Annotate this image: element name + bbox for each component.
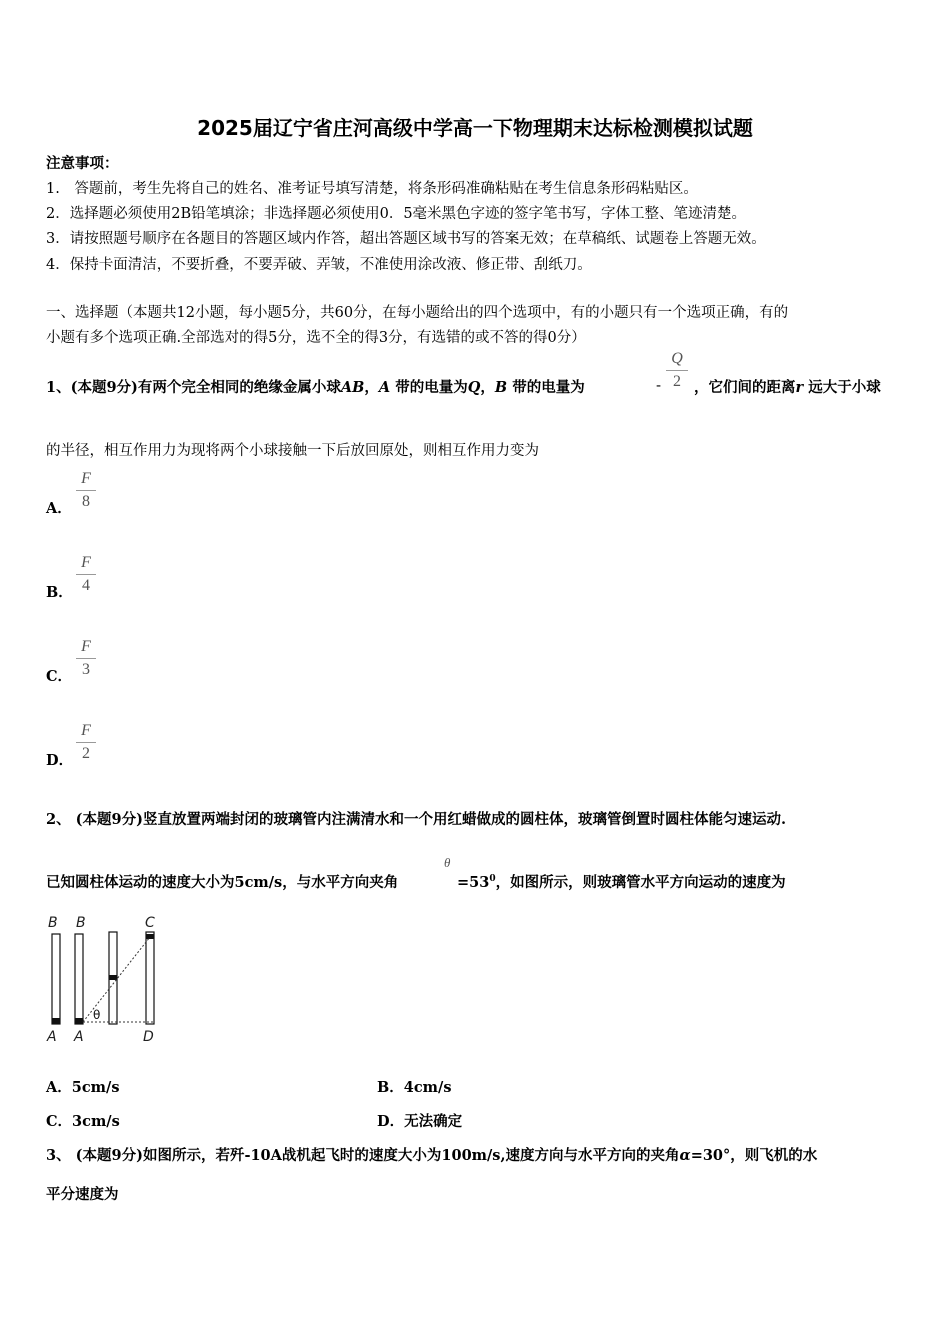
- q1-q: Q: [467, 379, 481, 396]
- q1-b: B: [494, 379, 508, 396]
- notice-item-3: 3．请按照题号顺序在各题目的答题区域内作答，超出答题区域书写的答案无效；在草稿纸、试题卷上答题无效。: [46, 231, 766, 247]
- q1-option-d-label[interactable]: D．: [46, 752, 74, 769]
- question-1-stem-line-2: 的半径，相互作用力为现将两个小球接触一下后放回原处，则相互作用力变为: [46, 443, 539, 459]
- q2-theta-symbol: θ: [444, 855, 451, 870]
- tube-4: [146, 932, 154, 1024]
- glass-tube-figure: [40, 908, 170, 1048]
- option-label: A．: [46, 1079, 72, 1096]
- q2-option-c[interactable]: [46, 1110, 120, 1131]
- figure-label-a2: A: [74, 1029, 84, 1045]
- q3-text-2: =30°，则飞机的水: [690, 1147, 818, 1164]
- option-label: C．: [46, 1113, 73, 1130]
- option-text: 5cm/s: [71, 1079, 120, 1096]
- figure-label-c: C: [145, 915, 155, 931]
- q1-ab: AB: [340, 379, 365, 396]
- option-text: 4cm/s: [403, 1079, 452, 1096]
- question-1-stem: [46, 376, 585, 397]
- q2-superscript: 0: [489, 874, 496, 885]
- fraction-denominator: 8: [82, 493, 90, 510]
- question-3-stem: [46, 1144, 817, 1165]
- fraction-denominator: 2: [82, 745, 90, 762]
- fraction-bar: [76, 658, 96, 659]
- option-text: 3cm/s: [72, 1113, 120, 1130]
- q1-option-b-label[interactable]: B．: [46, 584, 73, 601]
- q1-text-3: 带的电量为: [390, 379, 468, 396]
- question-2-stem-line-2-end: [457, 871, 786, 892]
- q2-option-d[interactable]: [377, 1110, 462, 1131]
- q1-text-1: 1、(本题9分)有两个完全相同的绝缘金属小球: [46, 379, 341, 396]
- notice-item-2: 2．选择题必须使用2B铅笔填涂；非选择题必须使用0．5毫米黑色字迹的签字笔书写，字体工整、笔迹清楚。: [46, 206, 747, 222]
- q1-text-7: 远大于小球: [803, 379, 881, 396]
- figure-angle-theta: θ: [93, 1008, 101, 1022]
- fraction-numerator: F: [81, 470, 91, 487]
- q1-text-5: 带的电量为: [507, 379, 585, 396]
- question-1-stem-end: [694, 376, 881, 397]
- page-title: 2025届辽宁省庄河高级中学高一下物理期末达标检测模拟试题: [197, 116, 753, 140]
- fraction-bar: [76, 490, 96, 491]
- tube-1: [52, 934, 60, 1024]
- wax-block-3: [109, 975, 117, 980]
- q2-option-b[interactable]: [377, 1076, 452, 1097]
- q1-charge-fraction: [666, 350, 688, 391]
- option-label: B．: [377, 1079, 404, 1096]
- fraction-numerator: F: [81, 638, 91, 655]
- fraction-denominator: 3: [82, 661, 90, 678]
- question-2-stem-line-2: [46, 871, 398, 892]
- q3-alpha: α: [679, 1147, 691, 1164]
- option-label: D．: [377, 1113, 405, 1130]
- figure-label-d: D: [143, 1029, 154, 1045]
- q1-minus-sign: -: [656, 376, 662, 394]
- q1-text-4: ，: [480, 379, 495, 396]
- wax-block-4: [146, 934, 154, 939]
- fraction-denominator: 2: [673, 373, 681, 390]
- section-instructions-line-1: 一、选择题（本题共12小题，每小题5分，共60分，在每小题给出的四个选项中，有的小题只有一个选项正确，有的: [46, 305, 789, 321]
- q1-option-c-label[interactable]: C．: [46, 668, 73, 685]
- wax-block-2: [75, 1018, 83, 1024]
- q1-r: r: [795, 379, 804, 396]
- q1-a: A: [378, 379, 391, 396]
- tube-2: [75, 934, 83, 1024]
- wax-block-1: [52, 1018, 60, 1024]
- q1-option-b-fraction[interactable]: [76, 554, 96, 595]
- q1-option-a-fraction[interactable]: [76, 470, 96, 511]
- q2-text-3: ，如图所示，则玻璃管水平方向运动的速度为: [495, 874, 786, 891]
- notice-heading: 注意事项：: [46, 155, 119, 172]
- q1-text-2: ，: [364, 379, 379, 396]
- fraction-bar: [76, 574, 96, 575]
- fraction-denominator: 4: [82, 577, 90, 594]
- section-instructions-line-2: 小题有多个选项正确.全部选对的得5分，选不全的得3分，有选错的或不答的得0分）: [46, 330, 586, 346]
- q1-option-d-fraction[interactable]: [76, 722, 96, 763]
- fraction-numerator: F: [81, 554, 91, 571]
- q3-text-1: 3、 (本题9分)如图所示，若歼-10A战机起飞时的速度大小为100m/s,速度方向与水平方向的夹角: [46, 1147, 680, 1164]
- notice-item-1: 1. 答题前，考生先将自己的姓名、准考证号填写清楚，将条形码准确粘贴在考生信息条形码粘贴区。: [46, 181, 698, 197]
- option-text: 无法确定: [404, 1113, 463, 1130]
- q2-option-a[interactable]: [46, 1076, 120, 1097]
- question-2-stem: 2、 (本题9分)竖直放置两端封闭的玻璃管内注满清水和一个用红蜡做成的圆柱体，玻璃管倒置时圆柱体能匀速运动.: [46, 811, 786, 828]
- figure-label-b1: B: [48, 915, 58, 931]
- figure-label-b2: B: [76, 915, 86, 931]
- q1-option-c-fraction[interactable]: [76, 638, 96, 679]
- q1-text-6: ，它们间的距离: [694, 379, 796, 396]
- q2-text-2: =53: [457, 874, 490, 891]
- notice-item-4: 4．保持卡面清洁，不要折叠，不要弄破、弄皱，不准使用涂改液、修正带、刮纸刀。: [46, 257, 592, 273]
- fraction-bar: [76, 742, 96, 743]
- question-3-stem-line-2: 平分速度为: [46, 1186, 119, 1203]
- q1-option-a-label[interactable]: A．: [46, 500, 72, 517]
- fraction-numerator: Q: [671, 350, 683, 367]
- q2-text-1: 已知圆柱体运动的速度大小为5cm/s，与水平方向夹角: [46, 874, 399, 891]
- figure-label-a1: A: [47, 1029, 57, 1045]
- fraction-bar: [666, 370, 688, 371]
- fraction-numerator: F: [81, 722, 91, 739]
